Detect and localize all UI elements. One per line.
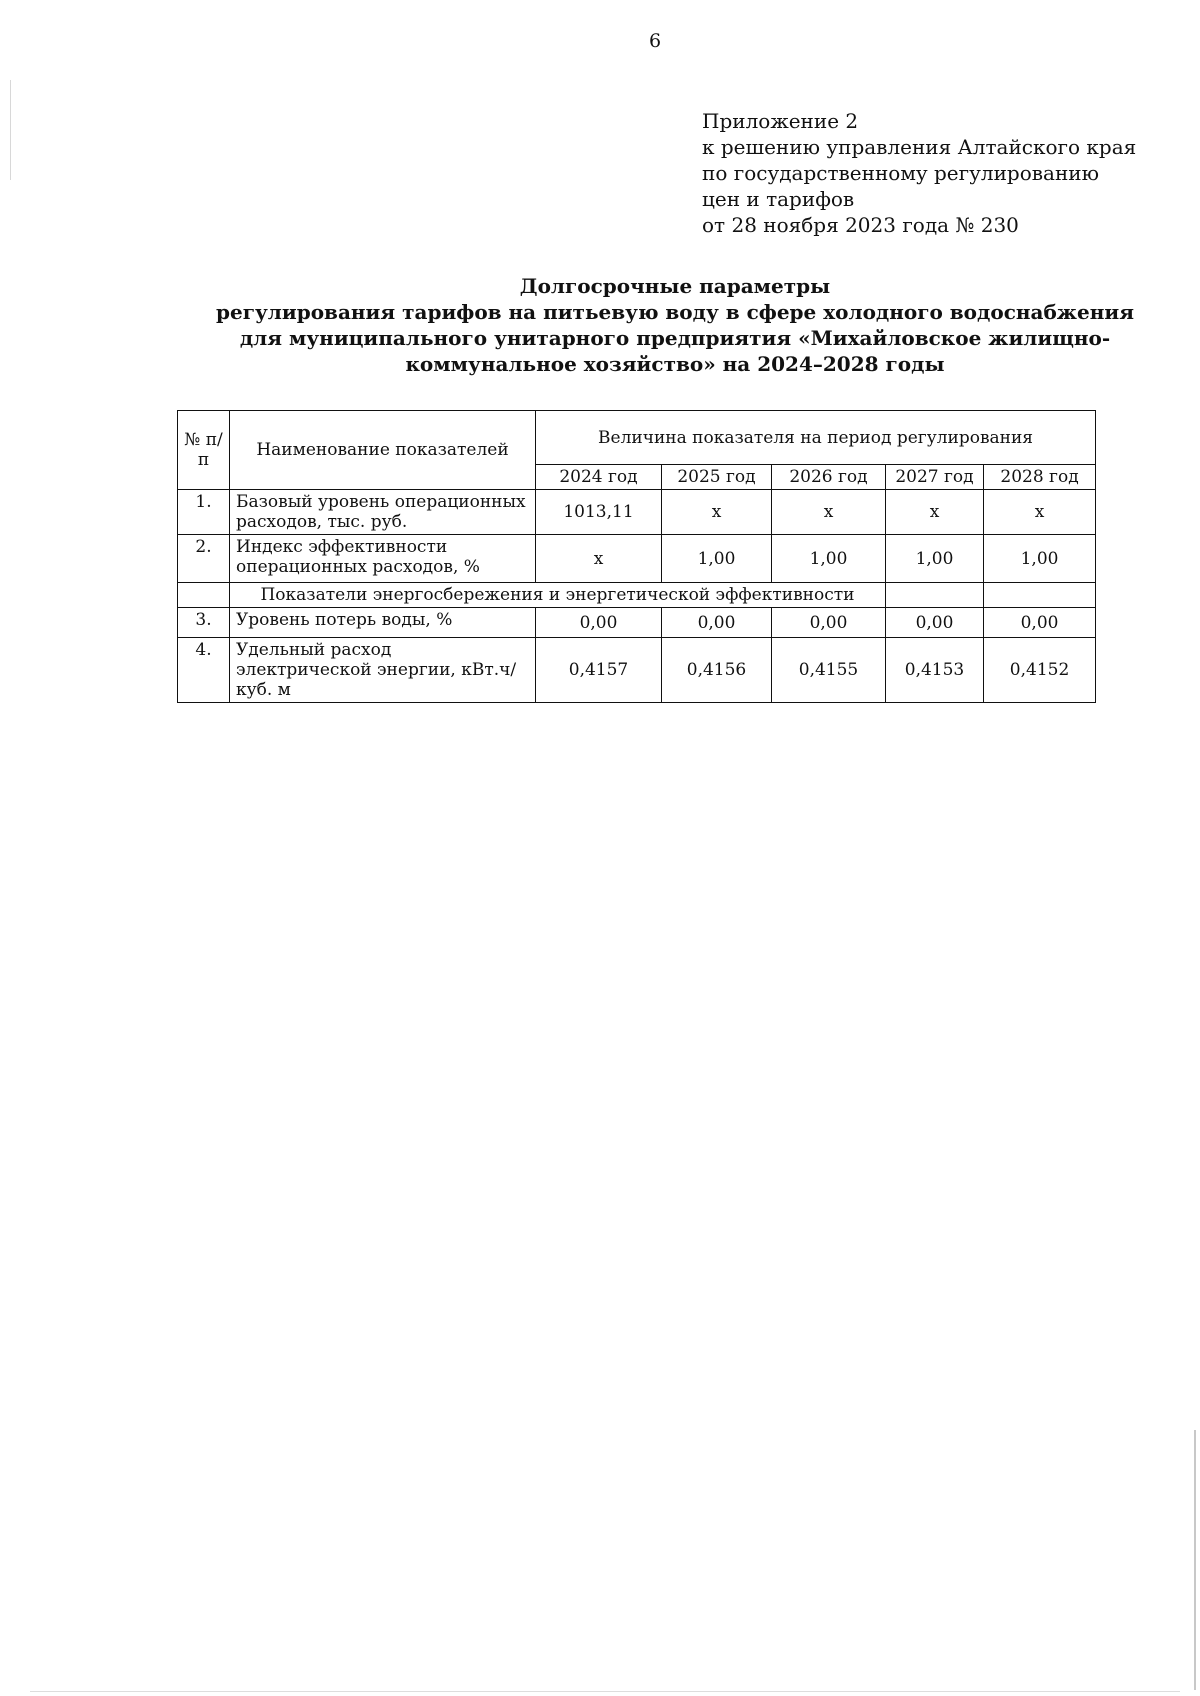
document-title [150,273,1200,377]
header-period: Величина показателя на период регулирования [536,411,1096,465]
row-name: Удельный расход электрической энергии, кВт.ч/куб. м [230,638,536,703]
row-value: 1,00 [984,535,1096,583]
row-value: 0,4155 [772,638,886,703]
table-row [178,490,1096,535]
row-value: 1,00 [662,535,772,583]
table-row [178,535,1096,583]
row-value: 0,00 [886,608,984,638]
appendix-block [702,108,1136,238]
row-name: Уровень потерь воды, % [230,608,536,638]
appendix-line: от 28 ноября 2023 года № 230 [702,213,1019,237]
section-label: Показатели энергосбережения и энергетической эффективности [230,583,886,608]
row-num: 3. [178,608,230,638]
section-empty-cell [886,583,984,608]
row-value: 1,00 [886,535,984,583]
row-value: 0,4156 [662,638,772,703]
appendix-line: к решению управления Алтайского края [702,135,1137,159]
header-year: 2027 год [886,465,984,490]
appendix-line: по государственному регулированию [702,161,1100,185]
table-header-row [178,411,1096,465]
row-value: 0,00 [536,608,662,638]
row-name: Индекс эффективности операционных расходов, % [230,535,536,583]
row-value: х [772,490,886,535]
row-value: 1013,11 [536,490,662,535]
row-value: 1,00 [772,535,886,583]
row-value: 0,4153 [886,638,984,703]
row-value: 0,00 [772,608,886,638]
table-row [178,638,1096,703]
title-line: для муниципального унитарного предприятия «Михайловское жилищно- [239,326,1111,350]
row-value: 0,00 [662,608,772,638]
header-year: 2025 год [662,465,772,490]
row-name: Базовый уровень операционных расходов, тыс. руб. [230,490,536,535]
row-value: 0,00 [984,608,1096,638]
row-num: 1. [178,490,230,535]
title-line: Долгосрочные параметры [519,274,831,298]
table-row [178,608,1096,638]
section-row [178,583,1096,608]
appendix-line: Приложение 2 [702,109,859,133]
title-line: коммунальное хозяйство» на 2024–2028 годы [405,352,945,376]
row-num: 2. [178,535,230,583]
appendix-line: цен и тарифов [702,187,855,211]
title-line: регулирования тарифов на питьевую воду в сфере холодного водоснабжения [216,300,1134,324]
header-year: 2024 год [536,465,662,490]
page-number: 6 [648,30,662,52]
header-year: 2026 год [772,465,886,490]
section-empty-cell [178,583,230,608]
section-empty-cell [984,583,1096,608]
header-name: Наименование показателей [230,411,536,490]
parameters-table [177,410,1096,703]
header-year: 2028 год [984,465,1096,490]
row-value: х [984,490,1096,535]
header-num: № п/п [178,411,230,490]
row-value: 0,4152 [984,638,1096,703]
row-value: х [886,490,984,535]
row-value: х [662,490,772,535]
row-num: 4. [178,638,230,703]
row-value: х [536,535,662,583]
row-value: 0,4157 [536,638,662,703]
scan-edge-left [10,80,11,180]
scan-edge-bottom [30,1691,1180,1692]
scan-edge-right [1194,1430,1196,1690]
